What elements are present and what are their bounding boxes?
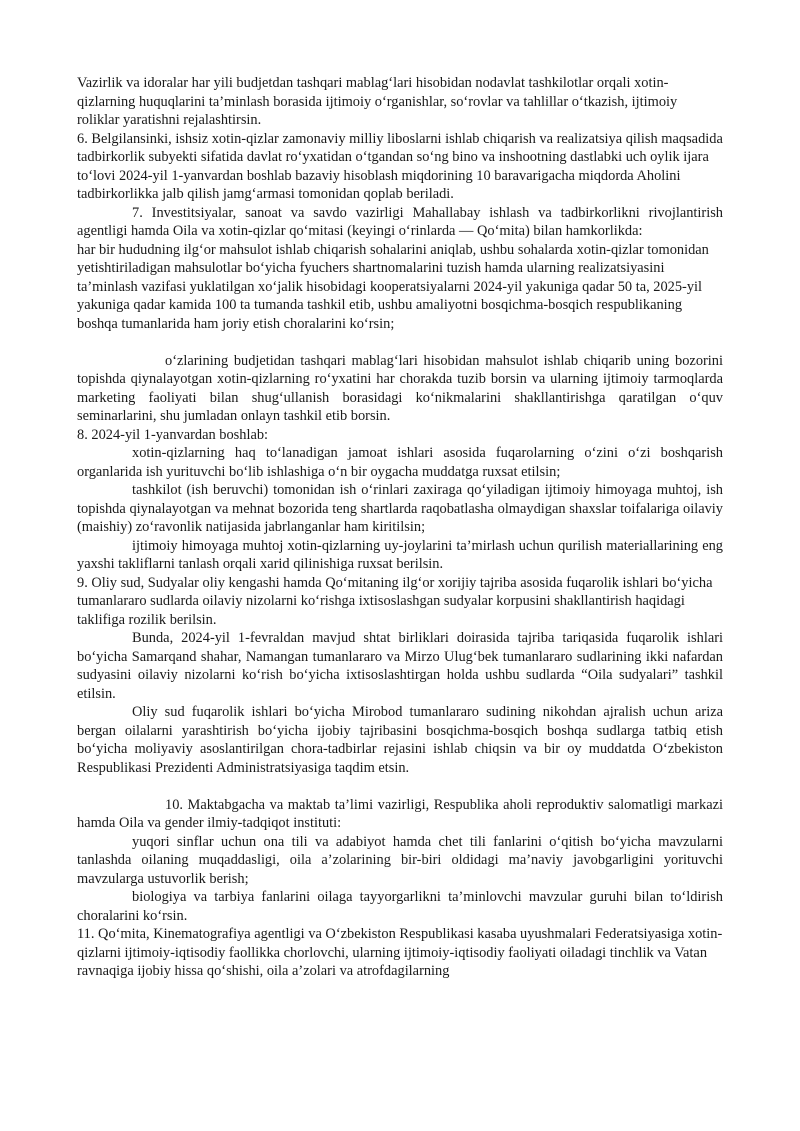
blank-line [77,777,723,796]
paragraph-item-10-sub-2: biologiya va tarbiya fanlarini oilaga tayyorgarlikni ta’minlovchi mavzular guruhi bilan to‘ldirish choralarini ko‘rsin. [77,889,723,924]
paragraph-item-6: 6. Belgilansinki, ishsiz xotin-qizlar zamonaviy milliy liboslarni ishlab chiqarish va realizatsiya qilish maqsadida tadbirkorlik subyekti sifatida davlat ro‘yxatidan o‘tgandan so‘ng bino va inshootning dastlabki uch oylik ijara to‘lovi 2024-yil 1-yanvardan boshlab bazaviy hisoblash miqdorining 10 baravarigacha miqdorda Aholini tadbirkorlikka jalb qilish jamg‘armasi tomonidan qoplab beriladi. [77,130,723,202]
paragraph-item-8-sub-2: tashkilot (ish beruvchi) tomonidan ish o‘rinlari zaxiraga qo‘yiladigan ijtimoiy himoyaga muhtoj, ish topishda qiynalayotgan va mehnat bozorida teng shartlarda raqobatlasha olmaydigan shaxslar toifalariga oilaviy (maishiy) zo‘ravonlik natijasida jabrlanganlar ham kiritilsin; [77,482,723,535]
paragraph-intro: Vazirlik va idoralar har yili budjetdan tashqari mablag‘lari hisobidan nodavlat tashkilotlar orqali xotin-qizlarning huquqlarini ta’minlash borasida ijtimoiy o‘rganishlar, so‘rovlar va tahlillar o‘tkazish, ijtimoiy roliklar yaratishni rejalashtirsin. [77,75,678,128]
paragraph-item-9-sub-2: Oliy sud fuqarolik ishlari bo‘yicha Mirobod tumanlararo sudining nikohdan ajralish uchun ariza bergan oilalarni yarashtirish bo‘yicha ijobiy tajribasini bosqichma-bosqich boshqa sudlarga tatbiq etish bo‘yicha moliyaviy asoslantirilgan chora-tadbirlar rejasini ishlab chiqsin va bir oy muddatda O‘zbekiston Respublikasi Prezidenti Administratsiyasiga taqdim etsin. [77,704,723,776]
paragraph-item-7-sub-2: o‘zlarining budjetidan tashqari mablag‘lari hisobidan mahsulot ishlab chiqarib uning bozorini topishda qiynalayotgan xotin-qizlarning ro‘yxatini har chorakda tuzib borsin va ularning ijtimoiy tarmoqlarda marketing faoliyati bilan shug‘ullanish borasidagi ko‘nikmalarini shakllantirishga qaratilgan o‘quv seminarlarini, shu jumladan onlayn tashkil etib borsin. [77,352,723,424]
paragraph-item-7-sub-1: har bir hududning ilg‘or mahsulot ishlab chiqarish sohalarini aniqlab, ushbu sohalarda xotin-qizlar tomonidan yetishtiriladigan mahsulotlar bo‘yicha fyuchers shartnomalarini tuzish hamda ularning realizatsiyasini ta’minlash vazifasi yuklatilgan xo‘jalik hisobidagi kooperatsiyalarni 2024-yil yakuniga qadar 50 ta, 2025-yil yakuniga qadar kamida 100 ta tumanda tashkil etib, ushbu amaliyotni bosqichma-bosqich respublikaning boshqa tumanlarida ham joriy etish choralarini ko‘rsin; [77,241,709,332]
document-page [77,74,723,981]
paragraph-item-8-sub-1: xotin-qizlarning haq to‘lanadigan jamoat ishlari asosida fuqarolarning o‘zini o‘zi boshqarish organlarida ish yurituvchi bo‘lib ishlashiga o‘n bir oygacha muddatga ruxsat etilsin; [77,445,723,480]
paragraph-item-7: 7. Investitsiyalar, sanoat va savdo vazirligi Mahallabay ishlash va tadbirkorlikni rivojlantirish agentligi hamda Oila va xotin-qizlar qo‘mitasi (keyingi o‘rinlarda — Qo‘mita) bilan hamkorlikda: [77,204,723,239]
paragraph-item-11: 11. Qo‘mita, Kinematografiya agentligi va O‘zbekiston Respublikasi kasaba uyushmalari Federatsiyasiga xotin-qizlarni ijtimoiy-iqtisodiy faollikka chorlovchi, ularning ijtimoiy-iqtisodiy faoliyati oiladagi tinchlik va Vatan ravnaqiga ijobiy hissa qo‘shishi, oila a’zolari va atrofdagilarning [77,926,723,979]
paragraph-item-10-sub-1: yuqori sinflar uchun ona tili va adabiyot hamda chet tili fanlarini o‘qitish bo‘yicha mavzularni tanlashda oilaning muqaddasligi, oila a’zolarining bir-biri oldidagi ma’naviy javobgarligini yorituvchi mavzularga ustuvorlik berish; [77,833,723,887]
paragraph-item-10: 10. Maktabgacha va maktab ta’limi vazirligi, Respublika aholi reproduktiv salomatligi markazi hamda Oila va gender ilmiy-tadqiqot instituti: [77,796,723,831]
paragraph-item-8-sub-3: ijtimoiy himoyaga muhtoj xotin-qizlarning uy-joylarini ta’mirlash uchun qurilish materiallarining eng yaxshi takliflarni tanlash orqali xarid qilinishiga ruxsat berilsin. [77,537,723,572]
blank-line [77,333,723,352]
paragraph-item-9: 9. Oliy sud, Sudyalar oliy kengashi hamda Qo‘mitaning ilg‘or xorijiy tajriba asosida fuqarolik ishlari bo‘yicha tumanlararo sudlarda oilaviy nizolarni ko‘rishga ixtisoslashgan sudyalar korpusini shakllantirish haqidagi taklifiga rozilik berilsin. [77,574,713,628]
paragraph-item-8: 8. 2024-yil 1-yanvardan boshlab: [77,426,269,443]
paragraph-item-9-sub-1: Bunda, 2024-yil 1-fevraldan mavjud shtat birliklari doirasida tajriba tariqasida fuqarolik ishlari bo‘yicha Samarqand shahar, Namangan tumanlararo va Mirzo Ulug‘bek tumanlararo sudlarining ikki nafardan sudyasini oilaviy nizolarni ko‘rish bo‘yicha ixtisoslashtirgan holda ushbu sudlarda “Oila sudyalari” tashkil etilsin. [77,630,723,702]
